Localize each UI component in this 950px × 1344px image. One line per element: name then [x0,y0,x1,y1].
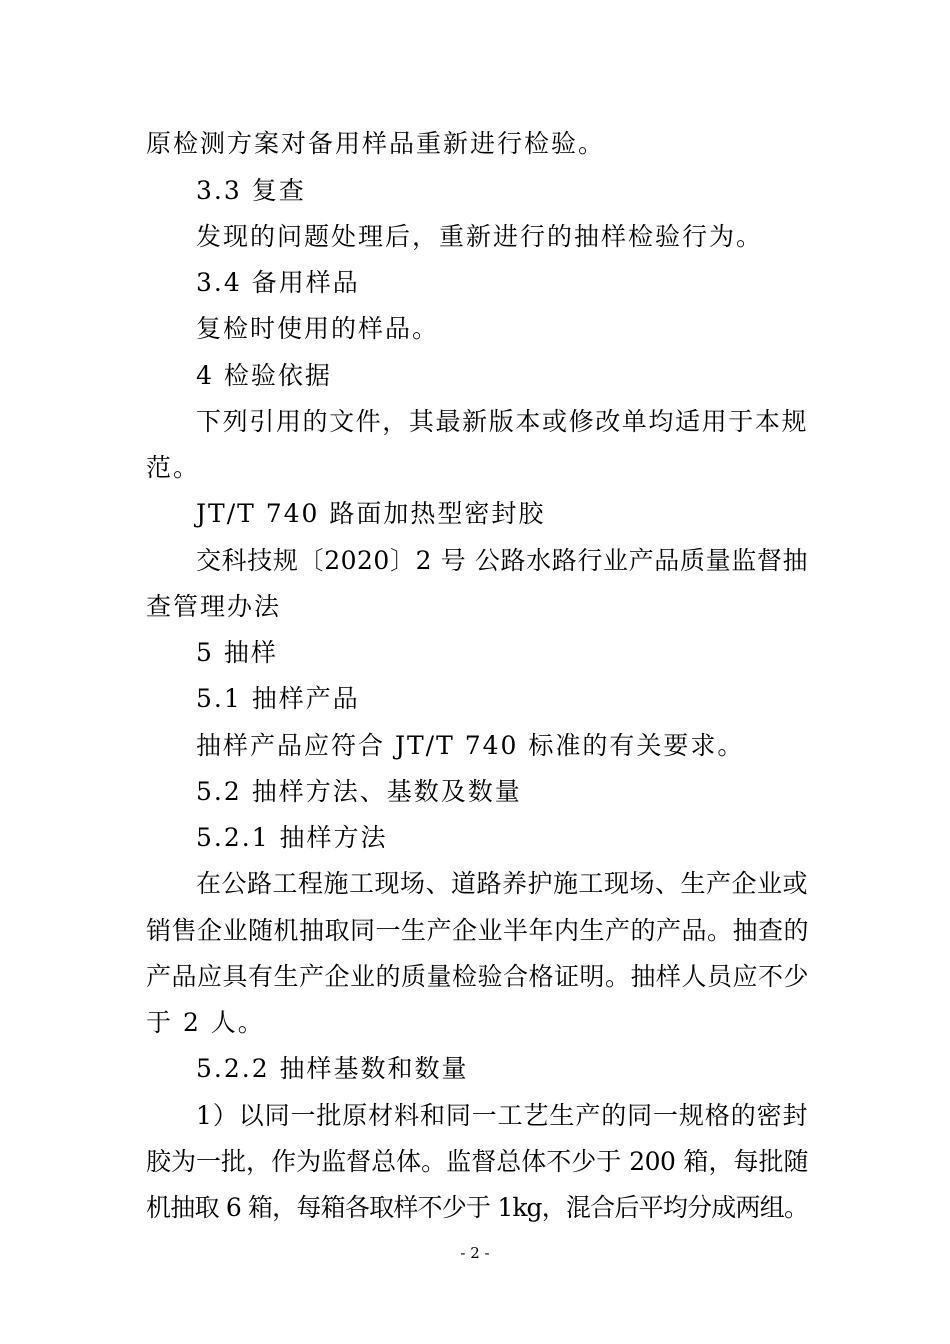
text-line: 查管理办法 [146,592,282,621]
text-line: 产品应具有生产企业的质量检验合格证明。抽样人员应不少 [146,962,810,991]
text-line: 销售企业随机抽取同一生产企业半年内生产的产品。抽查的 [146,916,810,945]
section-heading-5: 5 抽样 [196,638,278,667]
text-line: 复检时使用的样品。 [196,314,440,343]
reference-regulation: 交科技规〔2020〕2 号 公路水路行业产品质量监督抽 [196,546,808,575]
page-number: - 2 - [460,1244,490,1262]
text-line: 于 2 人。 [146,1008,265,1037]
text-line: 机抽取 6 箱，每箱各取样不少于 1kg，混合后平均分成两组。 [146,1193,808,1222]
section-heading-5-2: 5.2 抽样方法、基数及数量 [196,777,522,806]
text-line: 在公路工程施工现场、道路养护施工现场、生产企业或 [196,869,809,898]
text-line: 胶为一批，作为监督总体。监督总体不少于 200 箱，每批随 [146,1147,808,1176]
text-line: 下列引用的文件，其最新版本或修改单均适用于本规 [196,407,808,436]
text-line: 1）以同一批原材料和同一工艺生产的同一规格的密封 [196,1101,808,1130]
text-line: 原检测方案对备用样品重新进行检验。 [146,129,606,158]
text-line: 发现的问题处理后，重新进行的抽样检验行为。 [196,222,764,251]
reference-jt-t-740: JT/T 740 路面加热型密封胶 [196,499,546,528]
section-heading-5-2-1: 5.2.1 抽样方法 [196,823,388,852]
text-line: 范。 [146,453,201,482]
section-heading-3-3: 3.3 复查 [196,176,306,205]
section-heading-5-1: 5.1 抽样产品 [196,684,360,713]
section-heading-4: 4 检验依据 [196,361,332,390]
text-line: 抽样产品应符合 JT/T 740 标准的有关要求。 [196,731,745,760]
section-heading-5-2-2: 5.2.2 抽样基数和数量 [196,1054,469,1083]
section-heading-3-4: 3.4 备用样品 [196,268,360,297]
